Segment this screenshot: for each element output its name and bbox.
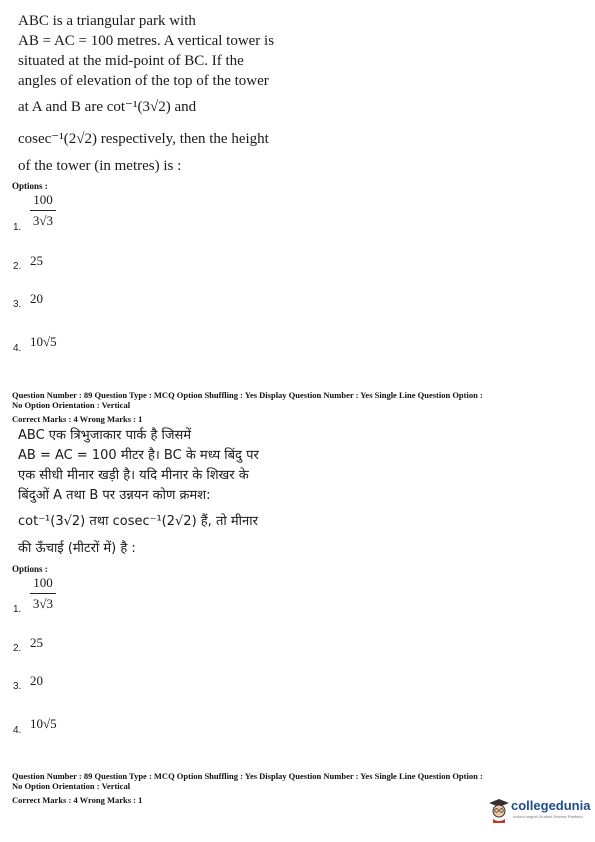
meta-line: Question Number : 89 Question Type : MCQ Option Shuffling : Yes Display Question Number : Yes Single Line Question Option : bbox=[12, 390, 483, 400]
fraction-denominator: 3√3 bbox=[32, 213, 54, 228]
meta-line: Question Number : 89 Question Type : MCQ Option Shuffling : Yes Display Question Number : Yes Single Line Question Option : bbox=[12, 771, 483, 781]
question-line: cosec⁻¹(2√2) respectively, then the height bbox=[18, 131, 269, 147]
question-line: angles of elevation of the top of the tower bbox=[18, 73, 269, 89]
fraction-denominator: 3√3 bbox=[32, 596, 54, 611]
option-number: 1. bbox=[13, 604, 22, 615]
option-value: 10√5 bbox=[30, 716, 57, 731]
question-line: AB = AC = 100 metres. A vertical tower is bbox=[18, 33, 275, 49]
option-fraction bbox=[30, 192, 56, 229]
fraction-bar bbox=[30, 593, 56, 594]
logo-tagline: India's largest Student Review Platform bbox=[513, 814, 583, 819]
option-number: 2. bbox=[13, 643, 22, 654]
option-number: 3. bbox=[13, 299, 22, 310]
option-number: 4. bbox=[13, 343, 22, 354]
fraction-numerator: 100 bbox=[33, 575, 53, 590]
option-number: 3. bbox=[13, 681, 22, 692]
option-fraction bbox=[30, 575, 56, 612]
question-line: एक सीधी मीनार खड़ी है। यदि मीनार के शिखर के bbox=[18, 468, 249, 483]
option-value: 25 bbox=[30, 253, 43, 268]
fraction-numerator: 100 bbox=[33, 192, 53, 207]
question-line: की ऊँचाई (मीटरों में) है : bbox=[18, 541, 136, 556]
fraction-bar bbox=[30, 210, 56, 211]
options-label: Options : bbox=[12, 564, 48, 574]
meta-line: Correct Marks : 4 Wrong Marks : 1 bbox=[12, 414, 143, 424]
question-line: AB = AC = 100 मीटर है। BC के मध्य बिंदु पर bbox=[18, 448, 259, 463]
option-number: 2. bbox=[13, 261, 22, 272]
question-line: at A and B are cot⁻¹(3√2) and bbox=[18, 99, 197, 115]
meta-line: Correct Marks : 4 Wrong Marks : 1 bbox=[12, 795, 143, 805]
option-value: 25 bbox=[30, 635, 43, 650]
logo-wordmark: collegedunia bbox=[511, 798, 591, 813]
option-value: 20 bbox=[30, 673, 43, 688]
collegedunia-logo bbox=[487, 797, 591, 825]
question-line: cot⁻¹(3√2) तथा cosec⁻¹(2√2) हैं, तो मीनार bbox=[18, 514, 258, 529]
option-number: 4. bbox=[13, 725, 22, 736]
options-label: Options : bbox=[12, 181, 48, 191]
option-value: 10√5 bbox=[30, 334, 57, 349]
question-line: बिंदुओं A तथा B पर उन्नयन कोण क्रमश: bbox=[18, 488, 211, 503]
question-line: ABC एक त्रिभुजाकार पार्क है जिसमें bbox=[18, 428, 192, 443]
question-line: ABC is a triangular park with bbox=[18, 13, 196, 29]
question-line: situated at the mid-point of BC. If the bbox=[18, 53, 244, 69]
meta-line: No Option Orientation : Vertical bbox=[12, 400, 131, 410]
option-number: 1. bbox=[13, 222, 22, 233]
meta-line: No Option Orientation : Vertical bbox=[12, 781, 131, 791]
question-line: of the tower (in metres) is : bbox=[18, 158, 182, 174]
option-value: 20 bbox=[30, 291, 43, 306]
student-mascot-icon bbox=[487, 797, 511, 823]
